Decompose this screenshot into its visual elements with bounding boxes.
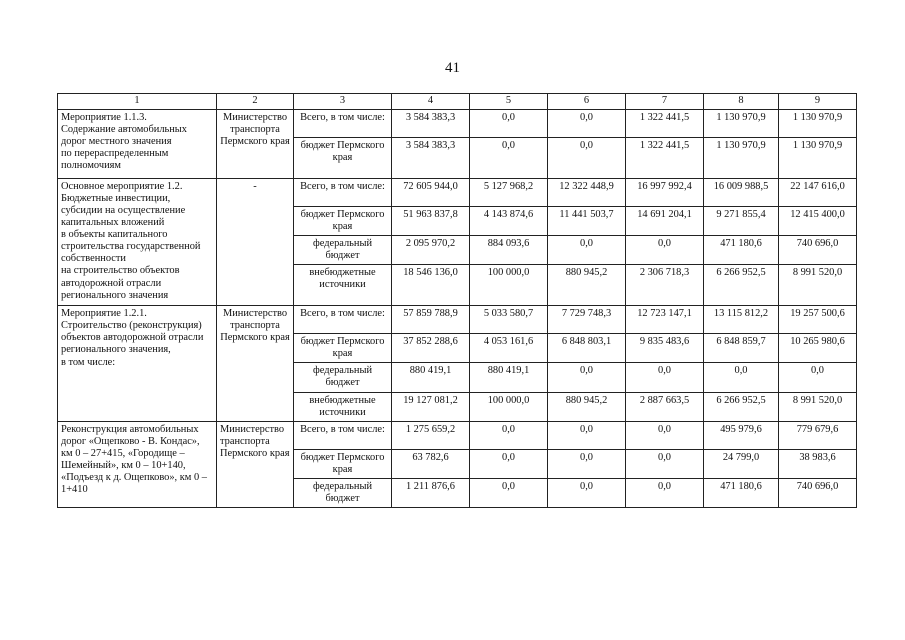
column-header: 9 bbox=[779, 94, 857, 110]
value-cell: 2 095 970,2 bbox=[392, 236, 470, 265]
value-cell: 0,0 bbox=[548, 236, 626, 265]
column-header: 4 bbox=[392, 94, 470, 110]
value-cell: 4 143 874,6 bbox=[470, 207, 548, 236]
value-cell: 0,0 bbox=[548, 110, 626, 138]
value-cell: 1 211 876,6 bbox=[392, 478, 470, 507]
funding-source: бюджет Пермского края bbox=[294, 207, 392, 236]
measure-name: Основное мероприятие 1.2. Бюджетные инвестиции, субсидии на осуществление капитальных вложений в объекты капитального строительства государственной собственности на строительство объектов автодорожной отрасли регионального значения bbox=[58, 179, 217, 306]
executor: Министерство транспорта Пермского края bbox=[217, 110, 294, 179]
value-cell: 16 997 992,4 bbox=[626, 179, 704, 207]
value-cell: 0,0 bbox=[626, 363, 704, 392]
table-row bbox=[58, 179, 857, 207]
funding-source: бюджет Пермского края bbox=[294, 138, 392, 179]
value-cell: 16 009 988,5 bbox=[704, 179, 779, 207]
value-cell: 12 723 147,1 bbox=[626, 306, 704, 334]
column-header: 6 bbox=[548, 94, 626, 110]
measure-name: Мероприятие 1.1.3. Содержание автомобильных дорог местного значения по перераспределенным полномочиям bbox=[58, 110, 217, 179]
value-cell: 0,0 bbox=[626, 236, 704, 265]
executor: Министерство транспорта Пермского края bbox=[217, 421, 294, 507]
value-cell: 6 266 952,5 bbox=[704, 392, 779, 421]
funding-source: Всего, в том числе: bbox=[294, 306, 392, 334]
measure-name: Мероприятие 1.2.1. Строительство (реконструкция) объектов автодорожной отрасли регионального значения, в том числе: bbox=[58, 306, 217, 421]
value-cell: 1 130 970,9 bbox=[779, 138, 857, 179]
value-cell: 11 441 503,7 bbox=[548, 207, 626, 236]
column-header: 3 bbox=[294, 94, 392, 110]
value-cell: 0,0 bbox=[548, 478, 626, 507]
executor: - bbox=[217, 179, 294, 306]
value-cell: 8 991 520,0 bbox=[779, 265, 857, 306]
page-number: 41 bbox=[445, 60, 460, 76]
value-cell: 0,0 bbox=[548, 363, 626, 392]
value-cell: 1 322 441,5 bbox=[626, 110, 704, 138]
value-cell: 779 679,6 bbox=[779, 421, 857, 449]
value-cell: 0,0 bbox=[626, 421, 704, 449]
value-cell: 0,0 bbox=[470, 138, 548, 179]
value-cell: 22 147 616,0 bbox=[779, 179, 857, 207]
value-cell: 740 696,0 bbox=[779, 478, 857, 507]
value-cell: 0,0 bbox=[626, 478, 704, 507]
funding-source: Всего, в том числе: bbox=[294, 110, 392, 138]
funding-source: бюджет Пермского края bbox=[294, 334, 392, 363]
funding-source: Всего, в том числе: bbox=[294, 421, 392, 449]
value-cell: 4 053 161,6 bbox=[470, 334, 548, 363]
funding-source: Всего, в том числе: bbox=[294, 179, 392, 207]
value-cell: 0,0 bbox=[779, 363, 857, 392]
value-cell: 0,0 bbox=[470, 449, 548, 478]
table-row bbox=[58, 421, 857, 449]
value-cell: 12 415 400,0 bbox=[779, 207, 857, 236]
value-cell: 12 322 448,9 bbox=[548, 179, 626, 207]
value-cell: 740 696,0 bbox=[779, 236, 857, 265]
value-cell: 5 127 968,2 bbox=[470, 179, 548, 207]
value-cell: 51 963 837,8 bbox=[392, 207, 470, 236]
column-header: 7 bbox=[626, 94, 704, 110]
value-cell: 6 266 952,5 bbox=[704, 265, 779, 306]
value-cell: 0,0 bbox=[470, 478, 548, 507]
value-cell: 1 130 970,9 bbox=[704, 138, 779, 179]
funding-source: внебюджетные источники bbox=[294, 265, 392, 306]
funding-source: федеральный бюджет bbox=[294, 363, 392, 392]
value-cell: 0,0 bbox=[548, 138, 626, 179]
value-cell: 0,0 bbox=[548, 449, 626, 478]
funding-source: федеральный бюджет bbox=[294, 236, 392, 265]
value-cell: 14 691 204,1 bbox=[626, 207, 704, 236]
value-cell: 471 180,6 bbox=[704, 478, 779, 507]
funding-source: внебюджетные источники bbox=[294, 392, 392, 421]
value-cell: 9 835 483,6 bbox=[626, 334, 704, 363]
value-cell: 72 605 944,0 bbox=[392, 179, 470, 207]
table-row bbox=[58, 110, 857, 138]
value-cell: 2 306 718,3 bbox=[626, 265, 704, 306]
value-cell: 24 799,0 bbox=[704, 449, 779, 478]
value-cell: 100 000,0 bbox=[470, 265, 548, 306]
value-cell: 7 729 748,3 bbox=[548, 306, 626, 334]
value-cell: 880 419,1 bbox=[392, 363, 470, 392]
value-cell: 8 991 520,0 bbox=[779, 392, 857, 421]
value-cell: 1 275 659,2 bbox=[392, 421, 470, 449]
value-cell: 495 979,6 bbox=[704, 421, 779, 449]
column-header: 1 bbox=[58, 94, 217, 110]
table-row bbox=[58, 306, 857, 334]
value-cell: 13 115 812,2 bbox=[704, 306, 779, 334]
column-header: 8 bbox=[704, 94, 779, 110]
value-cell: 6 848 803,1 bbox=[548, 334, 626, 363]
budget-table bbox=[57, 93, 857, 508]
value-cell: 880 945,2 bbox=[548, 392, 626, 421]
value-cell: 57 859 788,9 bbox=[392, 306, 470, 334]
table-header-row bbox=[58, 94, 857, 110]
funding-source: бюджет Пермского края bbox=[294, 449, 392, 478]
value-cell: 19 257 500,6 bbox=[779, 306, 857, 334]
funding-source: федеральный бюджет bbox=[294, 478, 392, 507]
value-cell: 3 584 383,3 bbox=[392, 110, 470, 138]
value-cell: 3 584 383,3 bbox=[392, 138, 470, 179]
value-cell: 9 271 855,4 bbox=[704, 207, 779, 236]
value-cell: 471 180,6 bbox=[704, 236, 779, 265]
value-cell: 0,0 bbox=[470, 421, 548, 449]
value-cell: 5 033 580,7 bbox=[470, 306, 548, 334]
value-cell: 0,0 bbox=[626, 449, 704, 478]
measure-name: Реконструкция автомобильных дорог «Ощепково - В. Кондас», км 0 – 27+415, «Городище – Шемейный», км 0 – 10+140, «Подъезд к д. Ощепково», км 0 – 1+410 bbox=[58, 421, 217, 507]
column-header: 2 bbox=[217, 94, 294, 110]
value-cell: 2 887 663,5 bbox=[626, 392, 704, 421]
column-header: 5 bbox=[470, 94, 548, 110]
value-cell: 1 130 970,9 bbox=[779, 110, 857, 138]
value-cell: 0,0 bbox=[470, 110, 548, 138]
value-cell: 0,0 bbox=[548, 421, 626, 449]
value-cell: 100 000,0 bbox=[470, 392, 548, 421]
value-cell: 37 852 288,6 bbox=[392, 334, 470, 363]
value-cell: 6 848 859,7 bbox=[704, 334, 779, 363]
value-cell: 884 093,6 bbox=[470, 236, 548, 265]
executor: Министерство транспорта Пермского края bbox=[217, 306, 294, 421]
value-cell: 19 127 081,2 bbox=[392, 392, 470, 421]
value-cell: 63 782,6 bbox=[392, 449, 470, 478]
value-cell: 0,0 bbox=[704, 363, 779, 392]
value-cell: 880 419,1 bbox=[470, 363, 548, 392]
value-cell: 10 265 980,6 bbox=[779, 334, 857, 363]
value-cell: 880 945,2 bbox=[548, 265, 626, 306]
value-cell: 1 130 970,9 bbox=[704, 110, 779, 138]
value-cell: 1 322 441,5 bbox=[626, 138, 704, 179]
value-cell: 18 546 136,0 bbox=[392, 265, 470, 306]
value-cell: 38 983,6 bbox=[779, 449, 857, 478]
